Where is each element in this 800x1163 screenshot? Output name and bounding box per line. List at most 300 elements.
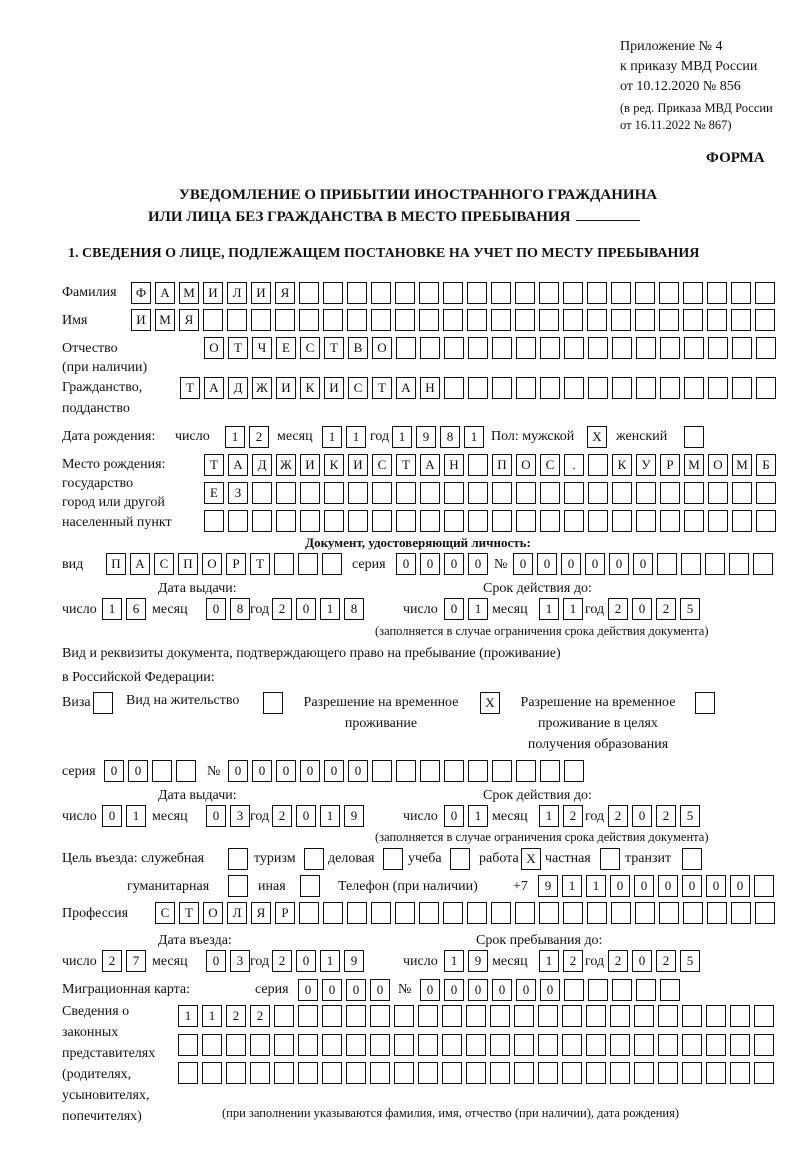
char-cell[interactable] [370,1034,390,1056]
char-cell[interactable] [636,377,656,399]
char-cell[interactable] [348,482,368,504]
char-cell[interactable]: 8 [440,426,460,448]
char-cell[interactable] [588,337,608,359]
char-cell[interactable]: 1 [102,598,122,620]
char-cell[interactable] [754,875,774,897]
char-cell[interactable] [708,337,728,359]
char-cell[interactable]: 5 [680,805,700,827]
char-cell[interactable] [323,902,343,924]
char-cell[interactable] [538,1034,558,1056]
char-cell[interactable] [755,309,775,331]
char-cell[interactable] [681,553,701,575]
char-cell[interactable] [514,1034,534,1056]
char-cell[interactable]: Н [444,454,464,476]
char-cell[interactable]: 2 [608,598,628,620]
char-cell[interactable] [490,1005,510,1027]
char-cell[interactable]: С [155,902,175,924]
char-cell[interactable] [274,1005,294,1027]
char-cell[interactable]: 0 [298,979,318,1001]
char-cell[interactable] [516,510,536,532]
char-cell[interactable] [346,1062,366,1084]
char-cell[interactable]: 9 [468,950,488,972]
char-cell[interactable] [539,309,559,331]
char-cell[interactable] [347,309,367,331]
char-cell[interactable]: О [372,337,392,359]
char-cell[interactable]: Т [180,377,200,399]
char-cell[interactable]: 0 [296,805,316,827]
char-cell[interactable] [516,760,536,782]
char-cell[interactable]: 0 [104,760,124,782]
char-cell[interactable] [492,482,512,504]
char-cell[interactable]: 0 [632,805,652,827]
char-cell[interactable]: 6 [126,598,146,620]
char-cell[interactable] [564,337,584,359]
char-cell[interactable] [562,1005,582,1027]
char-cell[interactable] [322,553,342,575]
char-cell[interactable] [274,1062,294,1084]
char-cell[interactable] [659,282,679,304]
char-cell[interactable]: 0 [537,553,557,575]
char-cell[interactable] [514,1005,534,1027]
char-cell[interactable] [371,902,391,924]
char-cell[interactable]: 0 [420,553,440,575]
char-cell[interactable]: А [228,454,248,476]
char-cell[interactable]: 3 [230,805,250,827]
char-cell[interactable] [660,979,680,1001]
char-cell[interactable]: 2 [608,805,628,827]
char-cell[interactable]: 0 [348,760,368,782]
char-cell[interactable] [540,760,560,782]
char-cell[interactable]: Ж [252,377,272,399]
char-cell[interactable] [252,482,272,504]
char-cell[interactable] [516,482,536,504]
char-cell[interactable] [226,1034,246,1056]
char-cell[interactable]: И [324,377,344,399]
char-cell[interactable]: 0 [206,805,226,827]
char-cell[interactable] [635,902,655,924]
char-cell[interactable]: 2 [563,805,583,827]
char-cell[interactable] [418,1062,438,1084]
char-cell[interactable] [729,553,749,575]
char-cell[interactable] [731,902,751,924]
char-cell[interactable] [586,1062,606,1084]
char-cell[interactable] [756,510,776,532]
checkbox-cell[interactable] [450,848,470,870]
char-cell[interactable]: 8 [230,598,250,620]
char-cell[interactable] [323,282,343,304]
char-cell[interactable]: 2 [102,950,122,972]
char-cell[interactable]: 0 [324,760,344,782]
char-cell[interactable] [634,1005,654,1027]
char-cell[interactable]: 2 [272,950,292,972]
char-cell[interactable] [658,1005,678,1027]
char-cell[interactable] [419,902,439,924]
char-cell[interactable]: Т [324,337,344,359]
char-cell[interactable] [635,282,655,304]
char-cell[interactable] [660,482,680,504]
char-cell[interactable] [683,902,703,924]
char-cell[interactable] [395,282,415,304]
char-cell[interactable] [659,309,679,331]
char-cell[interactable] [660,510,680,532]
char-cell[interactable] [610,1005,630,1027]
char-cell[interactable] [395,309,415,331]
char-cell[interactable] [468,454,488,476]
char-cell[interactable] [444,510,464,532]
char-cell[interactable]: Ч [252,337,272,359]
char-cell[interactable]: А [204,377,224,399]
char-cell[interactable] [659,902,679,924]
char-cell[interactable] [298,553,318,575]
char-cell[interactable] [442,1034,462,1056]
char-cell[interactable]: Т [250,553,270,575]
char-cell[interactable] [491,282,511,304]
char-cell[interactable]: Т [396,454,416,476]
char-cell[interactable] [490,1062,510,1084]
char-cell[interactable] [443,309,463,331]
char-cell[interactable] [346,1005,366,1027]
char-cell[interactable] [754,1062,774,1084]
char-cell[interactable] [540,377,560,399]
char-cell[interactable]: С [540,454,560,476]
char-cell[interactable]: 1 [322,426,342,448]
char-cell[interactable] [682,1062,702,1084]
char-cell[interactable]: 0 [634,875,654,897]
char-cell[interactable] [444,377,464,399]
char-cell[interactable] [636,337,656,359]
char-cell[interactable] [730,1005,750,1027]
checkbox-cell[interactable] [600,848,620,870]
char-cell[interactable] [514,1062,534,1084]
char-cell[interactable] [730,1034,750,1056]
char-cell[interactable] [204,510,224,532]
char-cell[interactable]: К [612,454,632,476]
char-cell[interactable] [491,309,511,331]
char-cell[interactable]: 1 [126,805,146,827]
char-cell[interactable]: 0 [561,553,581,575]
char-cell[interactable] [275,309,295,331]
char-cell[interactable] [299,902,319,924]
char-cell[interactable] [539,282,559,304]
char-cell[interactable]: У [636,454,656,476]
char-cell[interactable]: 2 [656,598,676,620]
checkbox-cell[interactable] [684,426,704,448]
char-cell[interactable]: 2 [656,950,676,972]
char-cell[interactable] [396,482,416,504]
char-cell[interactable]: А [396,377,416,399]
char-cell[interactable]: 0 [468,979,488,1001]
char-cell[interactable] [732,510,752,532]
char-cell[interactable]: З [228,482,248,504]
char-cell[interactable] [732,482,752,504]
char-cell[interactable] [492,377,512,399]
char-cell[interactable]: Т [372,377,392,399]
char-cell[interactable] [492,760,512,782]
char-cell[interactable]: 9 [344,805,364,827]
char-cell[interactable] [274,1034,294,1056]
char-cell[interactable]: О [202,553,222,575]
char-cell[interactable] [371,309,391,331]
char-cell[interactable] [300,510,320,532]
char-cell[interactable]: 3 [230,950,250,972]
char-cell[interactable]: 0 [492,979,512,1001]
char-cell[interactable] [634,1062,654,1084]
char-cell[interactable] [322,1034,342,1056]
char-cell[interactable]: О [204,337,224,359]
char-cell[interactable] [564,510,584,532]
char-cell[interactable]: 1 [468,805,488,827]
char-cell[interactable]: 1 [468,598,488,620]
char-cell[interactable] [563,902,583,924]
char-cell[interactable]: 2 [608,950,628,972]
char-cell[interactable]: В [348,337,368,359]
char-cell[interactable]: М [179,282,199,304]
char-cell[interactable] [587,902,607,924]
char-cell[interactable]: 1 [320,598,340,620]
char-cell[interactable] [444,760,464,782]
char-cell[interactable] [298,1034,318,1056]
char-cell[interactable] [227,309,247,331]
char-cell[interactable]: 1 [563,598,583,620]
char-cell[interactable]: 0 [444,805,464,827]
char-cell[interactable] [276,510,296,532]
char-cell[interactable]: И [300,454,320,476]
char-cell[interactable] [394,1005,414,1027]
char-cell[interactable] [468,510,488,532]
char-cell[interactable] [540,482,560,504]
char-cell[interactable] [372,760,392,782]
char-cell[interactable]: 0 [632,950,652,972]
char-cell[interactable]: А [420,454,440,476]
char-cell[interactable]: 1 [444,950,464,972]
char-cell[interactable]: И [276,377,296,399]
char-cell[interactable]: 0 [206,598,226,620]
char-cell[interactable]: С [300,337,320,359]
char-cell[interactable] [250,1062,270,1084]
char-cell[interactable] [466,1034,486,1056]
char-cell[interactable]: . [564,454,584,476]
char-cell[interactable] [611,902,631,924]
char-cell[interactable]: 0 [300,760,320,782]
char-cell[interactable]: 9 [538,875,558,897]
char-cell[interactable] [370,1062,390,1084]
char-cell[interactable] [732,377,752,399]
char-cell[interactable] [515,902,535,924]
char-cell[interactable]: 5 [680,950,700,972]
char-cell[interactable]: С [372,454,392,476]
char-cell[interactable] [324,482,344,504]
char-cell[interactable]: 0 [322,979,342,1001]
char-cell[interactable]: 1 [346,426,366,448]
char-cell[interactable] [299,309,319,331]
char-cell[interactable]: 1 [178,1005,198,1027]
checkbox-cell[interactable] [93,692,113,714]
char-cell[interactable]: О [203,902,223,924]
char-cell[interactable] [657,553,677,575]
char-cell[interactable] [564,979,584,1001]
char-cell[interactable]: Л [227,902,247,924]
char-cell[interactable] [178,1034,198,1056]
char-cell[interactable] [754,1005,774,1027]
char-cell[interactable]: 0 [228,760,248,782]
char-cell[interactable]: 0 [468,553,488,575]
char-cell[interactable] [636,979,656,1001]
char-cell[interactable] [347,902,367,924]
char-cell[interactable] [442,1005,462,1027]
char-cell[interactable] [612,337,632,359]
char-cell[interactable]: 0 [296,950,316,972]
checkbox-cell[interactable] [695,692,715,714]
char-cell[interactable]: 0 [706,875,726,897]
char-cell[interactable]: 0 [346,979,366,1001]
char-cell[interactable] [636,510,656,532]
char-cell[interactable]: 0 [682,875,702,897]
char-cell[interactable] [658,1062,678,1084]
char-cell[interactable] [228,510,248,532]
char-cell[interactable] [708,510,728,532]
char-cell[interactable] [588,377,608,399]
char-cell[interactable]: 0 [206,950,226,972]
char-cell[interactable] [492,510,512,532]
char-cell[interactable] [564,482,584,504]
char-cell[interactable]: 1 [225,426,245,448]
char-cell[interactable] [419,309,439,331]
char-cell[interactable] [753,553,773,575]
char-cell[interactable]: И [131,309,151,331]
checkbox-cell[interactable] [228,875,248,897]
char-cell[interactable] [395,902,415,924]
char-cell[interactable] [443,902,463,924]
char-cell[interactable]: 7 [126,950,146,972]
char-cell[interactable] [684,482,704,504]
char-cell[interactable] [298,1005,318,1027]
char-cell[interactable] [394,1062,414,1084]
checkbox-cell[interactable] [228,848,248,870]
char-cell[interactable] [467,282,487,304]
char-cell[interactable]: И [251,282,271,304]
char-cell[interactable] [756,482,776,504]
char-cell[interactable]: 0 [633,553,653,575]
char-cell[interactable]: 2 [272,805,292,827]
char-cell[interactable] [682,1005,702,1027]
char-cell[interactable]: 0 [730,875,750,897]
char-cell[interactable]: Т [179,902,199,924]
char-cell[interactable] [634,1034,654,1056]
char-cell[interactable] [562,1062,582,1084]
char-cell[interactable]: 1 [586,875,606,897]
char-cell[interactable] [444,482,464,504]
char-cell[interactable] [538,1062,558,1084]
char-cell[interactable] [683,309,703,331]
char-cell[interactable] [442,1062,462,1084]
checkbox-cell[interactable] [263,692,283,714]
char-cell[interactable] [684,337,704,359]
checkbox-cell[interactable] [682,848,702,870]
char-cell[interactable] [418,1034,438,1056]
char-cell[interactable] [251,309,271,331]
char-cell[interactable] [322,1005,342,1027]
char-cell[interactable] [707,309,727,331]
char-cell[interactable]: 1 [562,875,582,897]
char-cell[interactable] [564,377,584,399]
char-cell[interactable] [612,510,632,532]
char-cell[interactable]: А [130,553,150,575]
char-cell[interactable]: 5 [680,598,700,620]
char-cell[interactable] [346,1034,366,1056]
char-cell[interactable] [708,482,728,504]
char-cell[interactable]: Р [660,454,680,476]
char-cell[interactable]: 0 [585,553,605,575]
char-cell[interactable] [396,337,416,359]
char-cell[interactable] [491,902,511,924]
char-cell[interactable] [539,902,559,924]
char-cell[interactable] [586,1034,606,1056]
char-cell[interactable]: 0 [396,553,416,575]
char-cell[interactable]: Д [252,454,272,476]
char-cell[interactable]: 0 [632,598,652,620]
char-cell[interactable]: 1 [202,1005,222,1027]
char-cell[interactable] [705,553,725,575]
char-cell[interactable]: Я [275,282,295,304]
char-cell[interactable] [610,1062,630,1084]
char-cell[interactable] [468,337,488,359]
char-cell[interactable] [152,760,172,782]
char-cell[interactable] [370,1005,390,1027]
checkbox-cell[interactable] [300,875,320,897]
char-cell[interactable] [611,282,631,304]
char-cell[interactable] [731,309,751,331]
char-cell[interactable]: 0 [513,553,533,575]
char-cell[interactable] [611,309,631,331]
char-cell[interactable]: 1 [539,950,559,972]
char-cell[interactable]: Р [275,902,295,924]
char-cell[interactable] [587,282,607,304]
char-cell[interactable] [347,282,367,304]
char-cell[interactable] [538,1005,558,1027]
char-cell[interactable] [420,510,440,532]
char-cell[interactable]: 2 [563,950,583,972]
char-cell[interactable] [515,282,535,304]
char-cell[interactable] [636,482,656,504]
char-cell[interactable]: П [106,553,126,575]
char-cell[interactable]: 0 [610,875,630,897]
char-cell[interactable] [443,282,463,304]
char-cell[interactable] [708,377,728,399]
char-cell[interactable] [756,377,776,399]
char-cell[interactable]: 0 [276,760,296,782]
char-cell[interactable]: 1 [320,805,340,827]
char-cell[interactable]: Ф [131,282,151,304]
char-cell[interactable]: С [348,377,368,399]
char-cell[interactable] [756,337,776,359]
char-cell[interactable]: О [708,454,728,476]
char-cell[interactable]: Б [756,454,776,476]
char-cell[interactable] [300,482,320,504]
char-cell[interactable] [754,1034,774,1056]
char-cell[interactable]: Я [179,309,199,331]
char-cell[interactable]: 0 [516,979,536,1001]
char-cell[interactable]: 9 [344,950,364,972]
char-cell[interactable]: 0 [370,979,390,1001]
char-cell[interactable] [706,1034,726,1056]
char-cell[interactable]: 0 [102,805,122,827]
char-cell[interactable] [420,482,440,504]
char-cell[interactable] [444,337,464,359]
char-cell[interactable]: Я [251,902,271,924]
char-cell[interactable] [176,760,196,782]
char-cell[interactable] [324,510,344,532]
char-cell[interactable] [226,1062,246,1084]
